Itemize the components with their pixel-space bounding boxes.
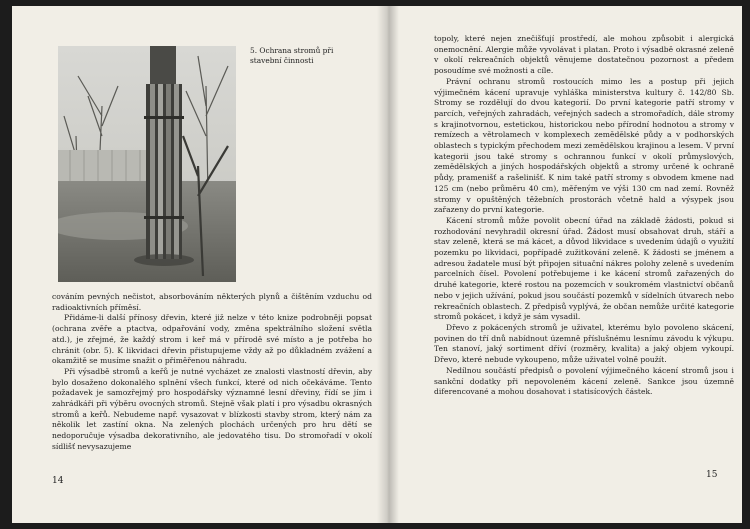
paragraph: topoly, které nejen znečišťují prostředí, ale mohou způsobit i alergická onemocnění. Alergie může vyvolávat i platan. Proto i výsadbě okrasné zeleně v okolí rekreačních objektů věnujeme dostatečnou pozornost a předem posoudíme své možnosti a cíle. — [434, 34, 734, 76]
paragraph: Dřevo z pokácených stromů je uživatel, kterému bylo povoleno skácení, povinen do tří dnů nabídnout územně příslušnému lesnímu závodu k výkupu. Ten stanoví, jaký sortiment dříví (rozměry, kvalita) a jaký objem vykoupí. Dřevo, které nebude vykoupeno, může uživatel volně použít. — [434, 322, 734, 365]
book-spread — [12, 6, 742, 523]
paragraph: cováním pevných nečistot, absorbováním některých plynů a čištěním vzduchu od radioaktivních příměsí. — [52, 292, 372, 312]
tree-protection-illustration — [58, 46, 236, 282]
left-page-text — [52, 292, 372, 453]
page-number-right: 15 — [706, 470, 718, 480]
tree-protection-photo — [58, 46, 236, 282]
paragraph: Právní ochranu stromů rostoucích mimo les a postup při jejich výjimečném kácení upravuje vyhláška ministerstva kultury č. 142/80 Sb. Stromy se rozdělují do dvou kategorií. Do první kategorie patří stromy v parcích, veřejných zahradách, veřejných sadech a stromořadích, dále stromy s krajinotvornou, estetickou, historickou nebo přírodní hodnotou a stromy v remízech a větrolamech v komplexech zemědělské půdy a v podhorských oblastech s typickým přechodem mezi zemědělskou krajinou a lesem. V první kategorii jsou také stromy s ochrannou funkcí v okolí průmyslových, zemědělských a jiných hospodářských objektů a stromy určené k ochraně půdy, pramenišť a rašelinišť. K nim také patří stromy s obvodem kmene nad 125 cm (nebo průměru 40 cm), měřeným ve výši 130 cm nad zemí. Rovněž stromy v opuštěných těžebních prostorách včetně hald a výsypek jsou zařazeny do první kategorie. — [434, 76, 734, 215]
paragraph: Při výsadbě stromů a keřů je nutné vycházet ze znalosti vlastností dřevin, aby bylo dosaženo dokonalého splnění všech funkcí, které od nich očekáváme. Tento požadavek je samozřejmý pro hospodářsky významné lesní dřeviny, řídí se jím i zahrádkáři při výběru ovocných stromů. Stejně však platí i pro výsadbu okrasných stromů a keřů. Nebudeme např. vysazovat v blízkosti stavby strom, který nám za několik let zastíní okna. Na zelených plochách určených pro hru dětí se nedoporučuje výsadba dekorativního, ale jedovatého tisu. Do stromořadí v okolí sídlišť nevysazujeme — [52, 366, 372, 451]
right-page — [394, 6, 742, 523]
paragraph: Přidáme-li další přínosy dřevin, které již nelze v této knize podrobněji popsat (ochrana zvěře a ptactva, odpařování vody, změna spektrálního složení světla atd.), je zřejmé, že každý strom i keř má v přírodě své místo a je potřeba ho chránit (obr. 5). K likvidaci dřevin přistupujeme vždy až po důkladném zvážení a okamžitě se musíme snažit o přiměřenou náhradu. — [52, 313, 372, 366]
paragraph: Kácení stromů může povolit obecní úřad na základě žádosti, pokud si rozhodování nevyhradil okresní úřad. Žádost musí obsahovat druh, stáří a stav zeleně, která se má kácet, a důvod likvidace s uvedením údajů o využití pozemku po likvidaci, popřípadě zužitkování zeleně. K žádosti se jménem a adresou žadatele musí být připojen situační nákres polohy zeleně s uvedením parcelních čísel. Povolení potřebujeme i ke kácení stromů zařazených do druhé kategorie, které rostou na pozemcích v soukromém vlastnictví občanů nebo v jejich užívání, pokud jsou součástí pozemků v sídelních útvarech nebo rekreačních oblastech. Z předpisů vyplývá, že občan nemůže určité kategorie stromů pokácet, i když je sám vysadil. — [434, 215, 734, 322]
left-page — [12, 6, 382, 523]
page-number-left: 14 — [52, 476, 64, 486]
photo-caption: 5. Ochrana stromů při stavební činnosti — [250, 46, 334, 65]
paragraph: Nedílnou součástí předpisů o povolení výjimečného kácení stromů jsou i sankční dodatky při nepovoleném kácení zeleně. Sankce jsou územně diferencované a mohou dosahovat i statisícových částek. — [434, 365, 734, 397]
right-page-text — [434, 34, 734, 398]
